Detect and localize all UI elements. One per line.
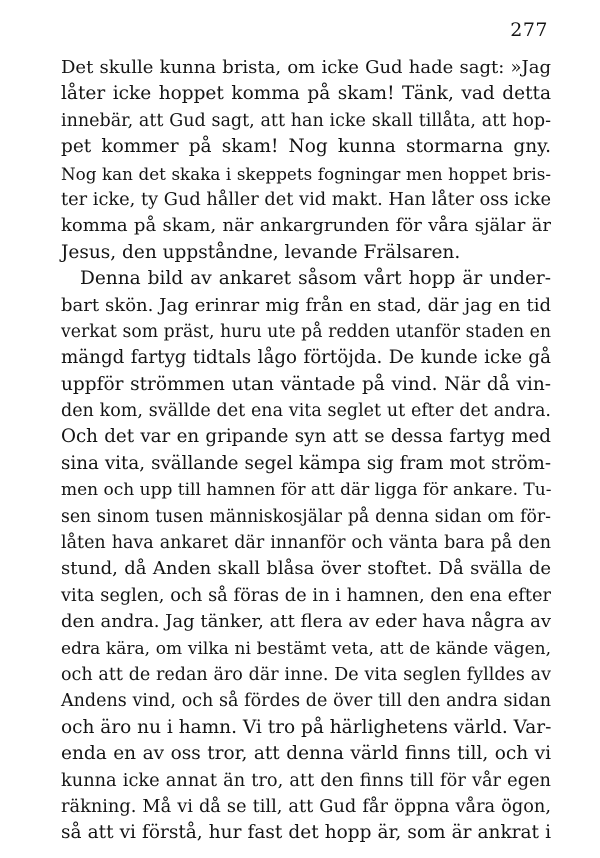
text-line: Andens vind, och så fördes de över till den andra sidan <box>61 691 551 712</box>
text-line: den andra. Jag tänker, att flera av eder hava några av <box>61 611 551 633</box>
text-line: Det skulle kunna brista, om icke Gud hade sagt: »Jag <box>61 57 551 78</box>
text-line: stund, då Anden skall blåsa över stoftet. Då svälla de <box>61 558 551 580</box>
text-line: innebär, att Gud sagt, att han icke skall tillåta, att hop- <box>61 110 551 131</box>
text-line: så att vi förstå, hur fast det hopp är, som är ankrat i <box>61 822 551 844</box>
text-line: verkat som präst, huru ute på redden utanför staden en <box>61 321 551 342</box>
text-line: enda en av oss tror, att denna värld finns till, och vi <box>61 743 551 765</box>
text-line: edra kära, om vilka ni bestämt veta, att de kände vägen, <box>61 638 551 659</box>
text-line: och äro nu i hamn. Vi tro på härlighetens värld. Var- <box>61 716 552 738</box>
text-line: den kom, svällde det ena vita seglet ut efter det andra. <box>61 401 551 422</box>
text-line: vita seglen, och så föras de in i hamnen, den ena efter <box>61 585 551 606</box>
text-line: sina vita, svällande segel kämpa sig fram mot ström- <box>61 452 551 474</box>
text-line: uppför strömmen utan väntade på vind. När då vin- <box>61 373 551 395</box>
text-line: Och det var en gripande syn att se dessa fartyg med <box>61 426 551 448</box>
text-line: bart skön. Jag erinrar mig från en stad, där jag en tid <box>61 294 551 316</box>
text-line: men och upp till hamnen för att där ligga för ankare. Tu- <box>61 480 552 501</box>
text-line: låter icke hoppet komma på skam! Tänk, vad detta <box>61 83 551 105</box>
page-number: 277 <box>510 19 548 41</box>
text-line: komma på skam, när ankargrunden för våra själar är <box>61 215 551 237</box>
text-line: Nog kan det skaka i skeppets fogningar men hoppet bris- <box>61 163 551 184</box>
text-line: pet kommer på skam! Nog kunna stormarna gny. <box>61 136 551 158</box>
text-line: sen sinom tusen människosjälar på denna sidan om för- <box>61 506 551 527</box>
body-text <box>61 55 551 847</box>
text-line: ter icke, ty Gud håller det vid makt. Han låter oss icke <box>61 189 551 210</box>
text-line: låten hava ankaret där innanför och vänta bara på den <box>61 533 551 554</box>
text-line: mängd fartyg tidtals lågo förtöjda. De kunde icke gå <box>61 347 551 369</box>
text-line: räkning. Må vi då se till, att Gud får öppna våra ögon, <box>61 796 551 817</box>
text-line: och att de redan äro där inne. De vita seglen fylldes av <box>61 664 551 685</box>
text-line: Denna bild av ankaret såsom vårt hopp är under- <box>80 268 551 290</box>
text-line: kunna icke annat än tro, att den finns till för vår egen <box>61 770 551 791</box>
text-line: Jesus, den uppståndne, levande Frälsaren. <box>61 241 461 263</box>
